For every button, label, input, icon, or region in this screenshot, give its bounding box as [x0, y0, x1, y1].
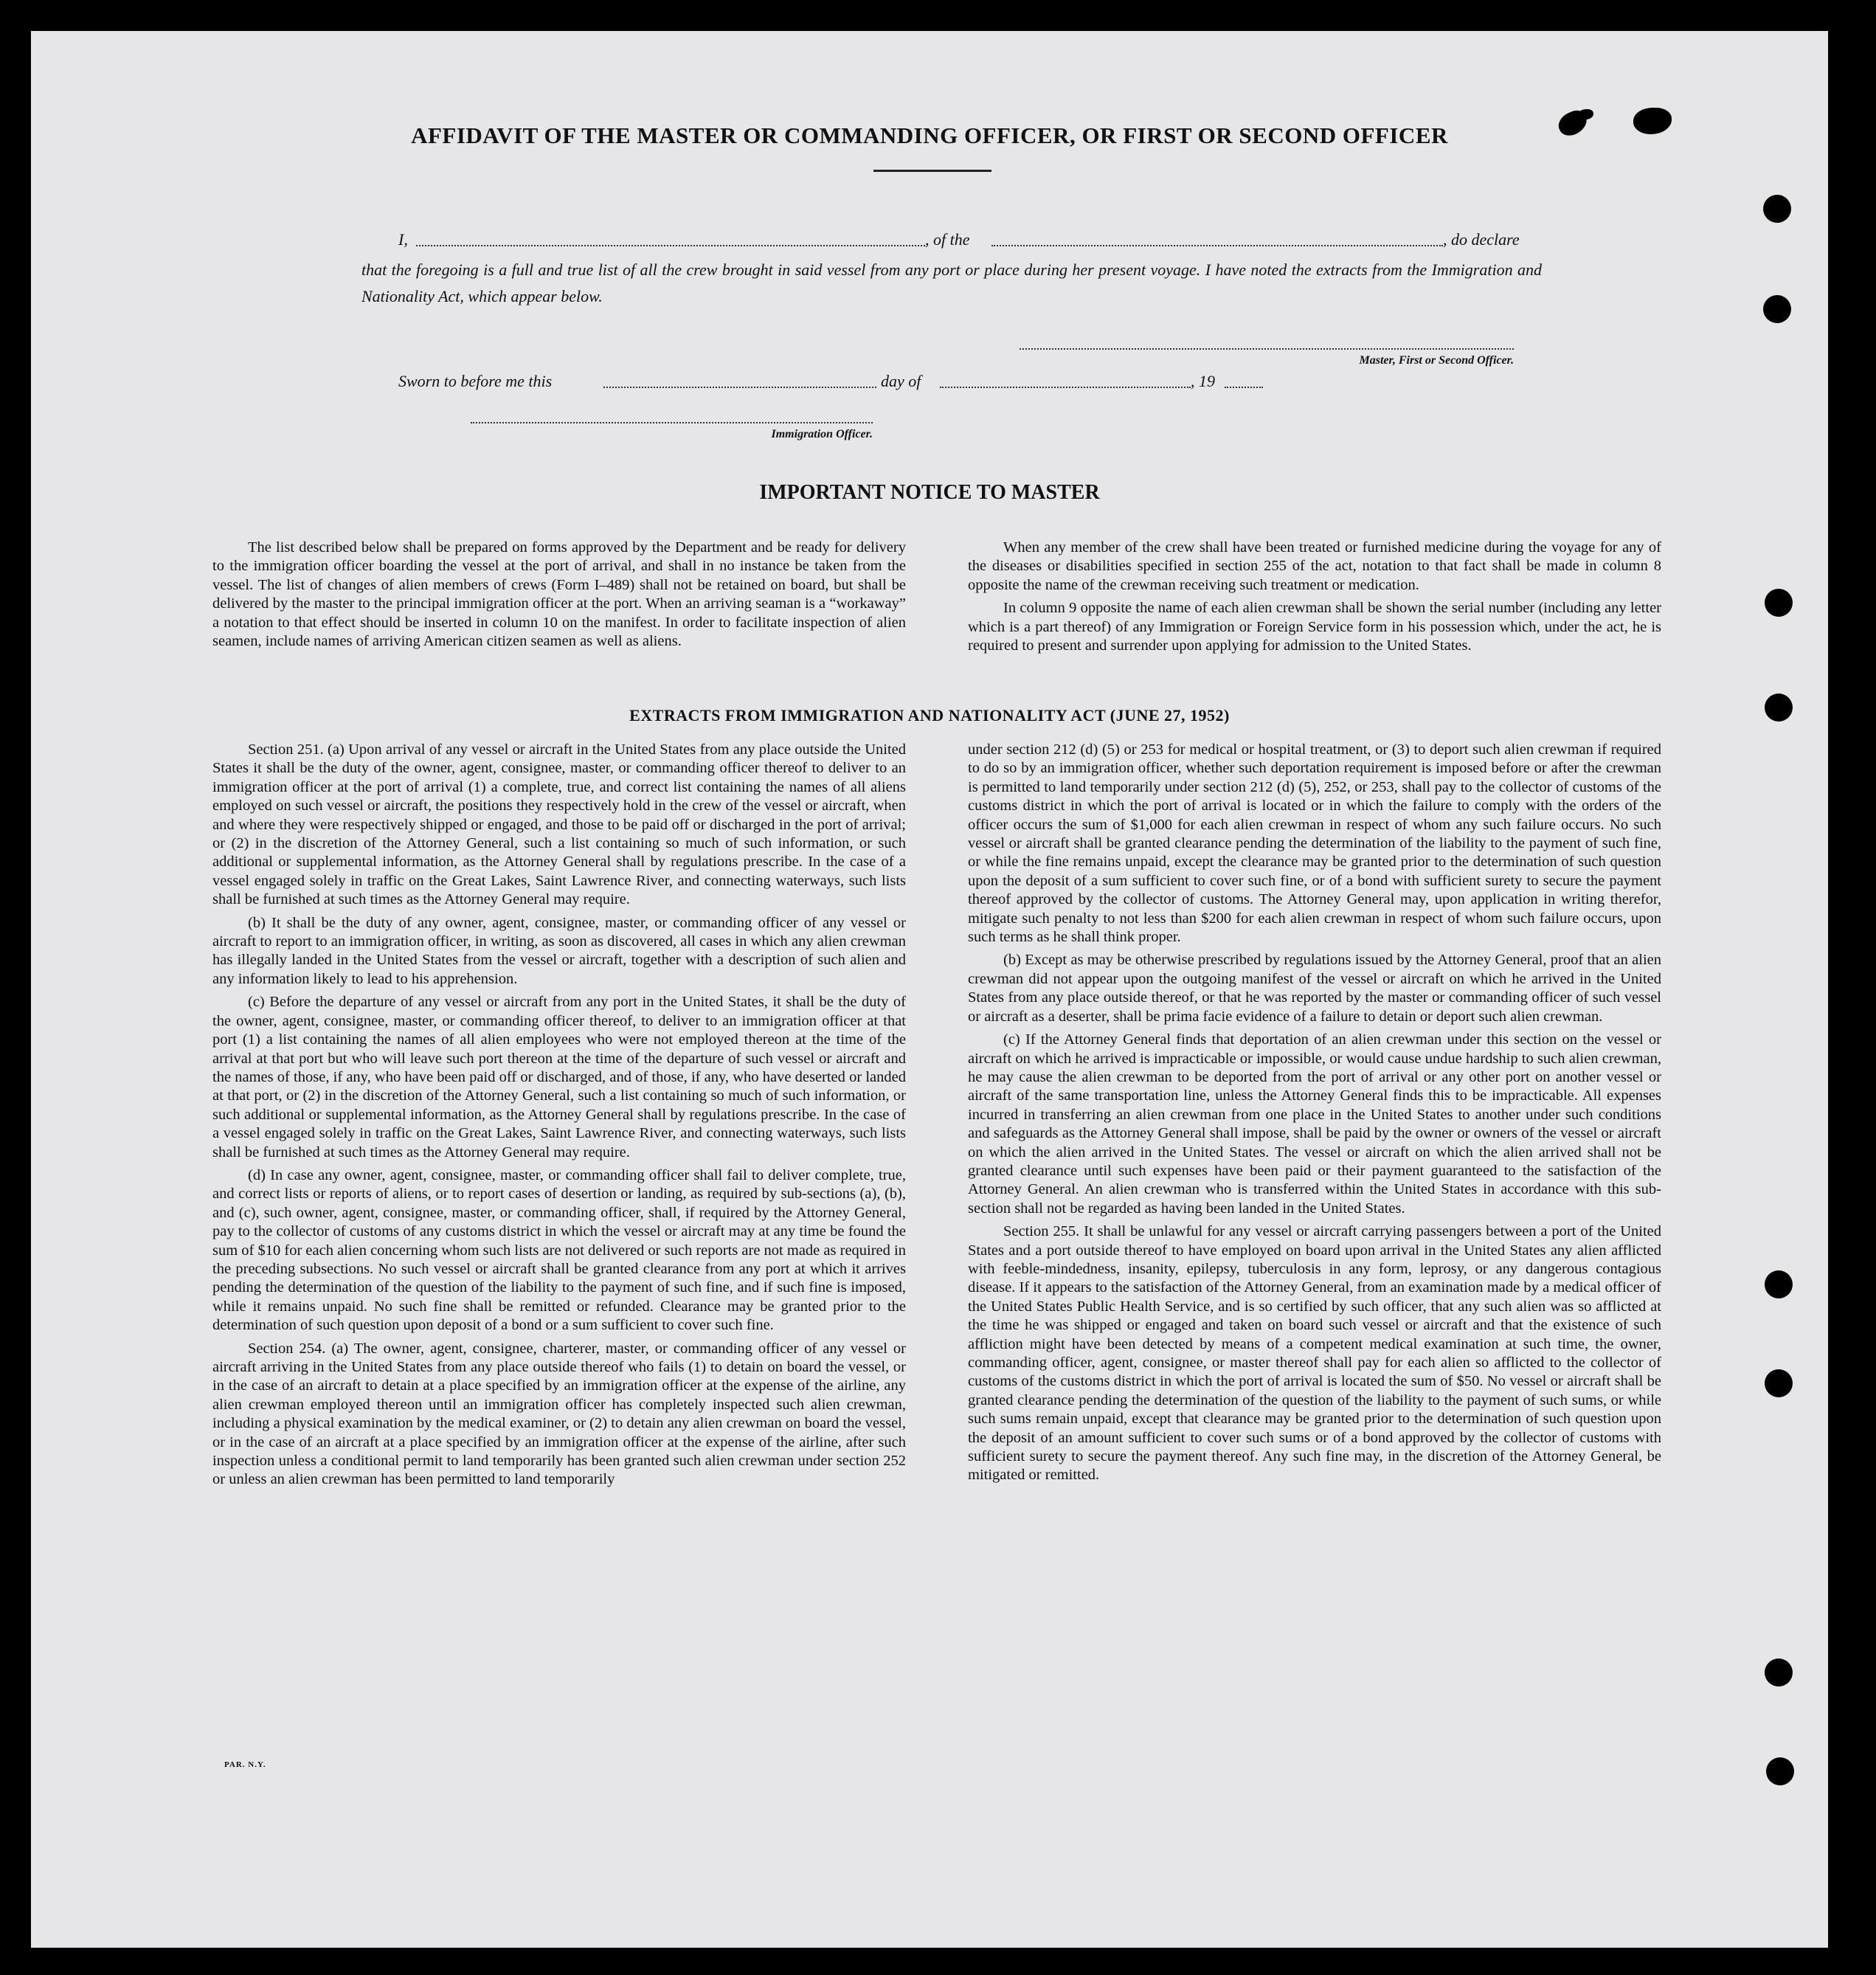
punch-hole — [1763, 295, 1791, 323]
punch-hole — [1765, 694, 1793, 722]
extracts-title: EXTRACTS FROM IMMIGRATION AND NATIONALITY ACT (JUNE 27, 1952) — [629, 706, 1230, 724]
day-of-label: day of — [881, 372, 921, 390]
sworn-year-field[interactable] — [1225, 387, 1263, 388]
notice-right-paragraph: When any member of the crew shall have been treated or furnished medicine during the voyage for any of the diseases or disabilities specified in section 255 of the act, notation to that fact shall be made in column 8 opposite the name of the crewman receiving such treatment or medication. — [968, 539, 1661, 593]
affidavit-title: AFFIDAVIT OF THE MASTER OR COMMANDING OFFICER, OR FIRST OR SECOND OFFICER — [411, 122, 1448, 148]
notice-left-paragraph: The list described below shall be prepared on forms approved by the Department and be ready for delivery to the immigration officer boarding the vessel at the port of arrival, and shall in no instance be taken from the vessel. The list of changes of alien members of crews (Form I–489) shall not be retained on board, but shall be delivered by the master to the principal immigration officer at the port. When an arriving seaman is a “workaway” a notation to that effect should be inserted in column 10 on the manifest. In order to facilitate inspection of alien seamen, include names of arriving American citizen seamen as well as aliens. — [212, 539, 906, 650]
punch-hole — [1765, 1369, 1793, 1397]
notice-right-column — [968, 539, 1661, 660]
section-251-a: Section 251. (a) Upon arrival of any vessel or aircraft in the United States from any place outside the United States it shall be the duty of the owner, agent, consignee, master, or commanding officer thereof to deliver to an immigration officer at the port of arrival (1) a complete, true, and correct list containing the names of all aliens employed on such vessel or aircraft, the positions they respectively hold in the crew of the vessel or aircraft, when and where they were respectively shipped or engaged, and those to be paid off or discharged in the port of arrival; or (2) in the discretion of the Attorney General, such a list containing so much of such information, or such additional or supplemental information, as the Attorney General shall by regulations prescribe. In the case of a vessel engaged solely in traffic on the Great Lakes, Saint Lawrence River, and connecting waterways, such lists shall be furnished at such times as the Attorney General may require. — [212, 741, 906, 908]
declarant-name-field[interactable] — [416, 245, 925, 246]
notice-right-paragraph: In column 9 opposite the name of each alien crewman shall be shown the serial number (including any letter which is a part thereof) of any Immigration or Foreign Service form in his possession which, under the act, he is required to present and surrender upon applying for admission to the United States. — [968, 600, 1661, 654]
year-label: , 19 — [1191, 372, 1215, 390]
section-251-b: (b) It shall be the duty of any owner, agent, consignee, master, or commanding officer of any vessel or aircraft to report to an immigration officer, in writing, as soon as discovered, all cases in which any alien crewman has illegally landed in the United States from the vessel or aircraft, together with a description of such alien and any information likely to lead to his apprehension. — [212, 914, 906, 987]
extracts-left-column — [212, 741, 906, 1494]
punch-hole — [1765, 1658, 1793, 1687]
section-254-c: (c) If the Attorney General finds that deportation of an alien crewman under this section on the vessel or aircraft on which he arrived is impracticable or impossible, or would cause undue hardship to such alien crewman, he may cause the alien crewman to be deported from the port of arrival or any other port on another vessel or aircraft of the same transportation line, unless the Attorney General finds this to be impracticable. All expenses incurred in transferring an alien crewman from one place in the United States to another under such conditions and safeguards as the Attorney General shall impose, shall be paid by the owner or owners of the vessel or aircraft on which the alien arrived in the United States. The vessel or aircraft on which the alien arrived shall not be granted clearance until such expenses have been paid or their payment guaranteed to the satisfaction of the Attorney General. An alien crewman who is transferred within the United States in accordance with this sub-section shall not be regarded as having been landed in the United States. — [968, 1031, 1661, 1217]
officer-signature-field[interactable] — [471, 422, 873, 423]
punch-hole — [1766, 1757, 1794, 1785]
section-251-d: (d) In case any owner, agent, consignee, master, or commanding officer shall fail to deliver complete, true, and correct lists or reports of aliens, or to report cases of desertion or landing, as required by sub-sections (a), (b), and (c), such owner, agent, consignee, master, or commanding officer, shall, if required by the Attorney General, pay to the collector of customs of any customs district in which the vessel or aircraft may at any time be found the sum of $10 for each alien concerning whom such lists are not delivered or such reports are not made as required in the preceding subsections. No such vessel or aircraft shall be granted clearance from any port at which it arrives pending the determination of the question of the liability to the payment of such fine, and if such fine is imposed, while it remains unpaid. No such fine shall be remitted or refunded. Clearance may be granted prior to the determination of such question upon deposit of a bond or a sum sufficient to cover such fine. — [212, 1166, 906, 1334]
punch-hole — [1763, 195, 1791, 223]
sworn-day-field[interactable] — [603, 387, 876, 388]
punch-hole — [1765, 1270, 1793, 1298]
of-the-label: , of the — [925, 230, 970, 249]
section-254-b: (b) Except as may be otherwise prescribed by regulations issued by the Attorney General, proof that an alien crewman did not appear upon the outgoing manifest of the vessel or aircraft on which he arrived in the United States from any place outside thereof, or that he was reported by the master or commanding officer of such vessel or aircraft as a deserter, shall be prima facie evidence of a failure to detain or deport such alien crewman. — [968, 952, 1661, 1025]
affidavit-statement: that the foregoing is a full and true list of all the crew brought in said vessel from any port or place during her present voyage. I have noted the extracts from the Immigration and Nationality Act, which appear below. — [361, 260, 1542, 305]
punch-hole — [1765, 589, 1793, 617]
section-255: Section 255. It shall be unlawful for any vessel or aircraft carrying passengers between a port of the United States and a port outside thereof to have employed on board upon arrival in the United States any alien afflicted with feeble-mindedness, insanity, epilepsy, tuberculosis in any form, leprosy, or any dangerous contagious disease. If it appears to the satisfaction of the Attorney General, from an examination made by a medical officer of the United States Public Health Service, and is so certified by such officer, that any such alien was so afflicted at the time he was shipped or engaged and taken on board such vessel or aircraft and that the existence of such affliction might have been detected by means of a competent medical examination at such time, the owner, commanding officer, agent, consignee, or master thereof shall pay for each alien so afflicted to the collector of customs of the customs district in which the port of arrival is located the sum of $50. No vessel or aircraft shall be granted clearance pending the determination of the question of the liability to the payment of such sums, or while such sums remain unpaid, except that clearance may be granted prior to the determination of such question upon the deposit of an amount sufficient to cover such sums or of a bond approved by the collector of customs with sufficient surety to secure the payment thereof. Any such fine may, in the discretion of the Attorney General, be mitigated or remitted. — [968, 1223, 1661, 1484]
section-254-a: Section 254. (a) The owner, agent, consignee, charterer, master, or commanding officer of any vessel or aircraft arriving in the United States from any place outside thereof who fails (1) to detain on board the vessel, or in the case of an aircraft to detain at a place specified by an immigration officer at the expense of the airline, any alien crewman employed thereon until an immigration officer has completely inspected such alien crewman, including a physical examination by the medical examiner, or (2) to detain any alien crewman on board the vessel, or in the case of an aircraft at a place specified by an immigration officer at the expense of the airline, after such inspection unless a conditional permit to land temporarily has been granted such alien crewman under section 252 or unless an alien crewman has been permitted to land temporarily — [212, 1340, 906, 1488]
section-254-a-continued: under section 212 (d) (5) or 253 for medical or hospital treatment, or (3) to deport such alien crewman if required to do so by an immigration officer, whether such deportation requirement is imposed before or after the crewman is permitted to land temporarily under section 212 (d) (5), 252, or 253, shall pay to the collector of customs of the customs district in which the port of arrival is located or in which the failure to comply with the orders of the officer occurs the sum of $1,000 for each alien crewman in respect of whom any such failure occurs. No such vessel or aircraft shall be granted clearance pending the determination of the liability to the payment of such fine, or while the fine remains unpaid, except the clearance may be granted prior to the determination of such question upon the deposit of a sum sufficient to cover such fine, or of a bond with sufficient surety to secure the payment thereof approved by the collector of customs. The Attorney General may, upon application in writing therefor, mitigate such penalty to not less than $200 for each alien crewman in respect of whom such failure occurs, upon such terms as he shall think proper. — [968, 741, 1661, 946]
declarant-prefix: I, — [398, 230, 408, 249]
sworn-label: Sworn to before me this — [398, 372, 553, 390]
declare-label: , do declare — [1443, 230, 1520, 249]
notice-left-column — [212, 539, 906, 655]
master-signature-field[interactable] — [1020, 348, 1514, 350]
printer-code: PAR. N.Y. — [224, 1760, 266, 1769]
section-251-c: (c) Before the departure of any vessel or aircraft from any port in the United States, it shall be the duty of the owner, agent, consignee, master, or commanding officer thereof, to deliver to an immigration officer at that port (1) a list containing the names of all alien employees who were not employed thereon at the time of the arrival at that port but who will leave such port thereon at the time of the departure of such vessel or aircraft and the names of those, if any, who have been paid off or discharged, and of those, if any, who have deserted or landed at that port, or (2) in the discretion of the Attorney General, such a list containing so much of such information, or such additional or supplemental information, as the Attorney General shall by regulations prescribe. In the case of a vessel engaged solely in traffic on the Great Lakes, Saint Lawrence River, and connecting waterways, such lists shall be furnished at such times as the Attorney General may require. — [212, 994, 906, 1161]
ink-blot — [1579, 109, 1593, 120]
vessel-name-field[interactable] — [991, 245, 1443, 246]
officer-signature-label: Immigration Officer. — [771, 428, 873, 440]
extracts-right-column — [968, 741, 1661, 1490]
notice-title: IMPORTANT NOTICE TO MASTER — [759, 481, 1100, 504]
master-signature-label: Master, First or Second Officer. — [1359, 354, 1514, 367]
document-page — [31, 31, 1828, 1948]
sworn-month-field[interactable] — [940, 387, 1191, 388]
title-underline — [873, 170, 991, 172]
